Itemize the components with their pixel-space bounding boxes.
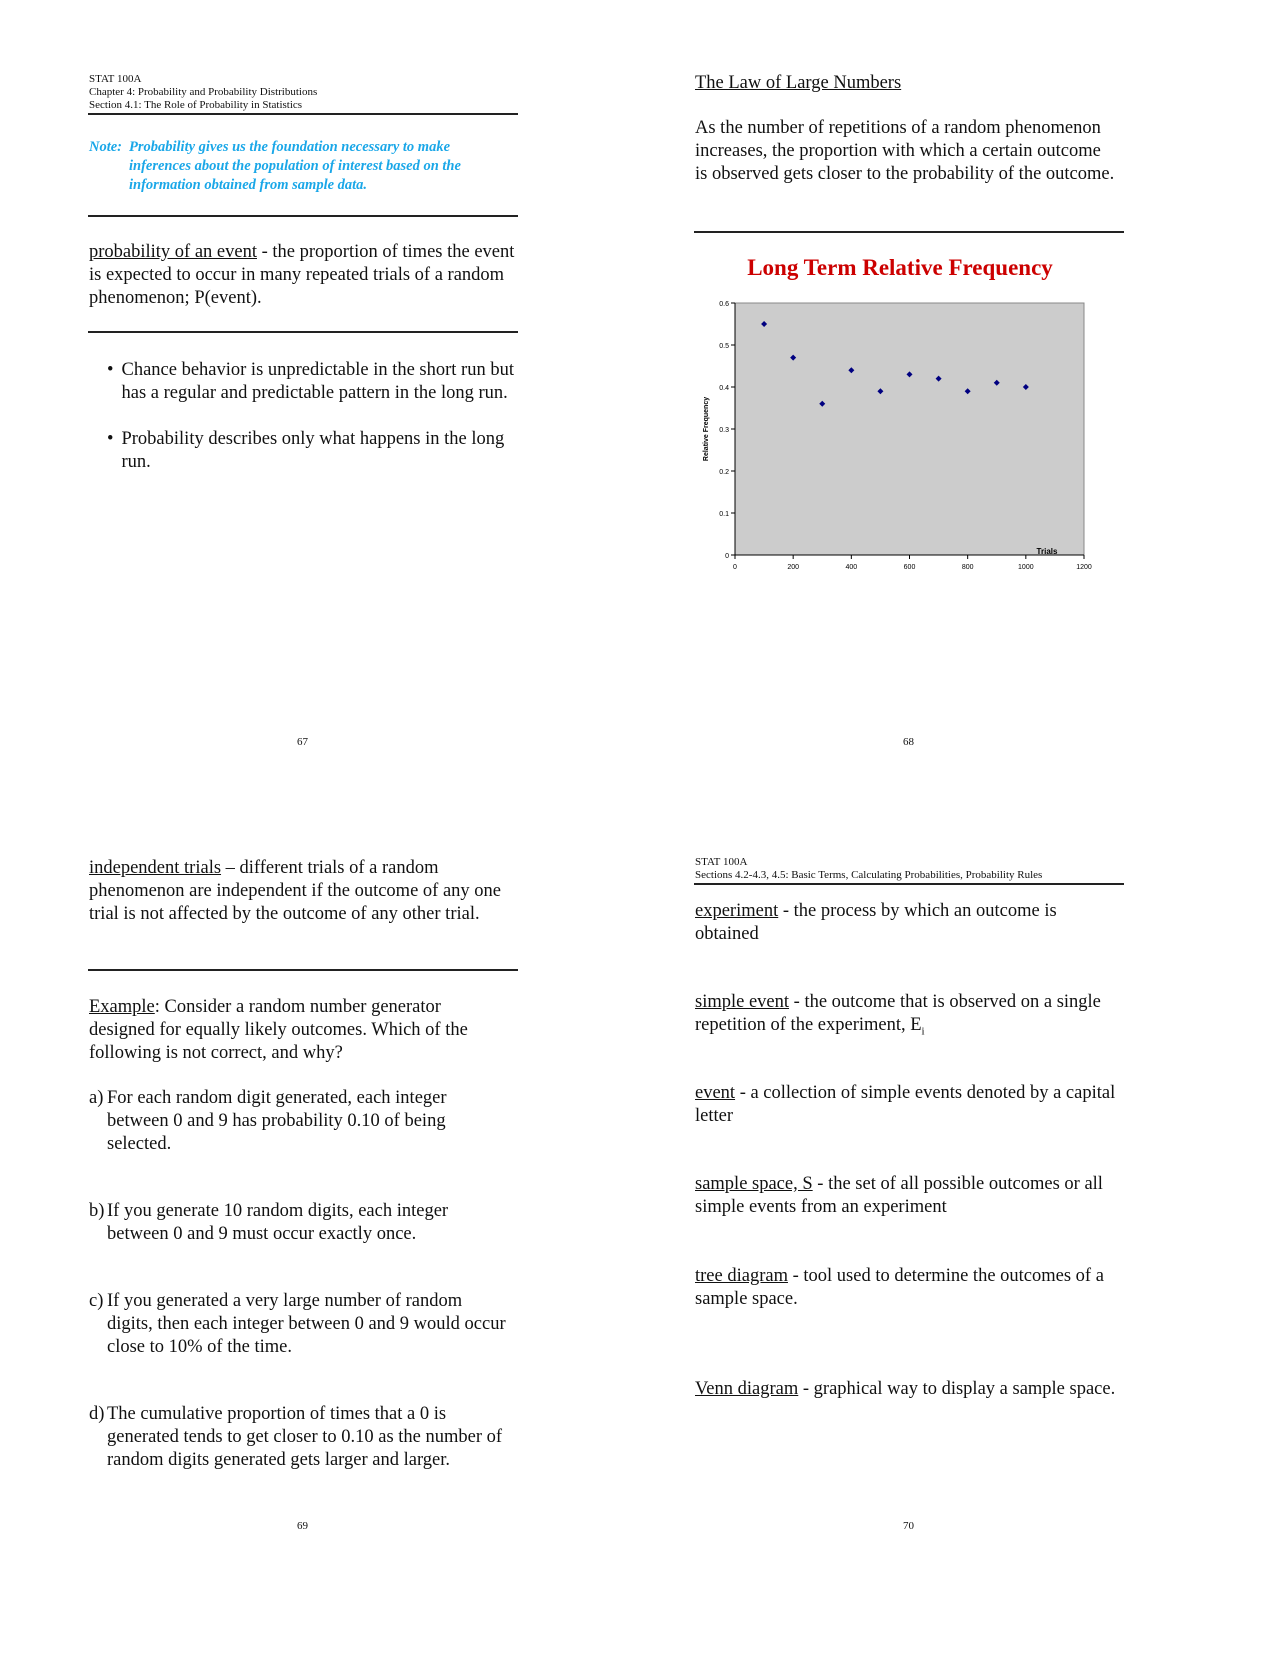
plot-area bbox=[735, 303, 1084, 555]
term: probability of an event bbox=[89, 242, 257, 262]
term: tree diagram bbox=[695, 1266, 788, 1286]
option-text: For each random digit generated, each integer between 0 and 9 has probability 0.10 of being selected. bbox=[107, 1088, 447, 1154]
law-text: As the number of repetitions of a random phenomenon increases, the proportion with which a certain outcome is observed gets closer to the probability of the outcome. bbox=[695, 118, 1115, 184]
option-label: a) bbox=[89, 1088, 104, 1108]
chapter-title: Chapter 4: Probability and Probability Distributions bbox=[89, 86, 318, 98]
note-line: Probability gives us the foundation necessary to make bbox=[129, 139, 451, 155]
term: sample space, S bbox=[695, 1174, 813, 1194]
page-number: 67 bbox=[297, 736, 308, 748]
bullet-item: • Chance behavior is unpredictable in the short run but has a regular and predictable pattern in the long run. bbox=[107, 359, 519, 405]
y-tick-label: 0.5 bbox=[719, 343, 729, 350]
definition-text: - the process by which an outcome is obtained bbox=[695, 901, 1057, 944]
example-label: Example bbox=[89, 997, 155, 1017]
definition-text: - the outcome that is observed on a single repetition of the experiment, E bbox=[695, 992, 1101, 1035]
term: independent trials bbox=[89, 858, 222, 878]
page-number: 68 bbox=[903, 736, 914, 748]
x-tick-label: 400 bbox=[845, 564, 858, 571]
divider bbox=[694, 231, 1124, 233]
y-tick-label: 0.2 bbox=[719, 469, 729, 476]
y-tick-label: 0.3 bbox=[719, 427, 729, 434]
divider bbox=[88, 113, 518, 115]
x-tick-label: 1200 bbox=[1076, 564, 1092, 571]
note-line: inferences about the population of interest based on the bbox=[129, 158, 461, 174]
y-tick-label: 0.6 bbox=[719, 301, 729, 308]
chart-title: Long Term Relative Frequency bbox=[747, 255, 1053, 280]
definition-text: - graphical way to display a sample space. bbox=[798, 1379, 1116, 1399]
definition-independent-trials bbox=[89, 857, 509, 926]
term: experiment bbox=[695, 901, 779, 921]
page70-header bbox=[695, 856, 1042, 882]
definition-tree-diagram bbox=[695, 1265, 1123, 1311]
scatter-chart bbox=[695, 290, 1115, 590]
option-a bbox=[89, 1087, 511, 1156]
page67-header bbox=[89, 73, 317, 112]
option-text: The cumulative proportion of times that a 0 is generated tends to get closer to 0.10 as the number of random digits generated gets larger and larger. bbox=[107, 1404, 503, 1470]
option-text: If you generate 10 random digits, each integer between 0 and 9 must occur exactly once. bbox=[107, 1201, 449, 1244]
y-axis-label: Relative Frequency bbox=[703, 396, 710, 462]
option-label: c) bbox=[89, 1291, 104, 1311]
option-b bbox=[89, 1200, 511, 1246]
x-tick-label: 0 bbox=[733, 564, 737, 571]
bullet-text: Probability describes only what happens in the long run. bbox=[121, 429, 505, 472]
x-axis-label: Trials bbox=[1036, 547, 1058, 556]
divider bbox=[88, 215, 518, 217]
definition-event bbox=[695, 1082, 1123, 1128]
option-text: If you generated a very large number of random digits, then each integer between 0 and 9 would occur close to 10% of the time. bbox=[107, 1291, 506, 1357]
y-tick-label: 0 bbox=[725, 553, 729, 560]
x-tick-label: 800 bbox=[961, 564, 974, 571]
section-title: Section 4.1: The Role of Probability in Statistics bbox=[89, 99, 303, 111]
note-line: information obtained from sample data. bbox=[129, 177, 368, 193]
divider bbox=[88, 331, 518, 333]
bullet-list bbox=[107, 359, 519, 474]
x-tick-label: 200 bbox=[787, 564, 800, 571]
example-text: : Consider a random number generator designed for equally likely outcomes. Which of the following is not correct, and why? bbox=[89, 997, 468, 1063]
x-tick-label: 600 bbox=[903, 564, 916, 571]
page-number: 70 bbox=[903, 1520, 914, 1532]
term: Venn diagram bbox=[695, 1379, 799, 1399]
page-number: 69 bbox=[297, 1520, 308, 1532]
definition-venn-diagram bbox=[695, 1378, 1123, 1401]
course-title: STAT 100A bbox=[695, 856, 748, 868]
option-d bbox=[89, 1403, 511, 1472]
term: event bbox=[695, 1083, 736, 1103]
option-label: d) bbox=[89, 1404, 105, 1424]
divider bbox=[88, 969, 518, 971]
definition-text: - tool used to determine the outcomes of a sample space. bbox=[695, 1266, 1104, 1309]
note bbox=[89, 138, 519, 195]
y-tick-label: 0.4 bbox=[719, 385, 729, 392]
section-title: Sections 4.2-4.3, 4.5: Basic Terms, Calculating Probabilities, Probability Rules bbox=[695, 869, 1043, 881]
divider bbox=[694, 883, 1124, 885]
option-label: b) bbox=[89, 1201, 105, 1221]
course-title: STAT 100A bbox=[89, 73, 142, 85]
definition-sample-space bbox=[695, 1173, 1123, 1219]
definition-text: - the set of all possible outcomes or all simple events from an experiment bbox=[695, 1174, 1103, 1217]
definition-text: – different trials of a random phenomenon are independent if the outcome of any one trial is not affected by the outcome of any other trial. bbox=[89, 858, 501, 924]
bullet-item: • Probability describes only what happens in the long run. bbox=[107, 428, 519, 474]
subscript: i bbox=[921, 1025, 925, 1038]
term: simple event bbox=[695, 992, 790, 1012]
x-tick-label: 1000 bbox=[1018, 564, 1034, 571]
example bbox=[89, 996, 509, 1065]
option-c bbox=[89, 1290, 511, 1359]
definition-simple-event bbox=[695, 991, 1123, 1044]
y-tick-label: 0.1 bbox=[719, 511, 729, 518]
definition-text: - the proportion of times the event is expected to occur in many repeated trials of a random phenomenon; P(event). bbox=[89, 242, 515, 308]
bullet-text: Chance behavior is unpredictable in the short run but has a regular and predictable pattern in the long run. bbox=[121, 360, 514, 403]
definition-probability bbox=[89, 241, 519, 310]
definition-text: - a collection of simple events denoted by a capital letter bbox=[695, 1083, 1116, 1126]
answer-options bbox=[89, 1087, 511, 1472]
definition-experiment bbox=[695, 900, 1123, 946]
note-label: Note: bbox=[89, 139, 123, 155]
law-title: The Law of Large Numbers bbox=[695, 73, 902, 93]
